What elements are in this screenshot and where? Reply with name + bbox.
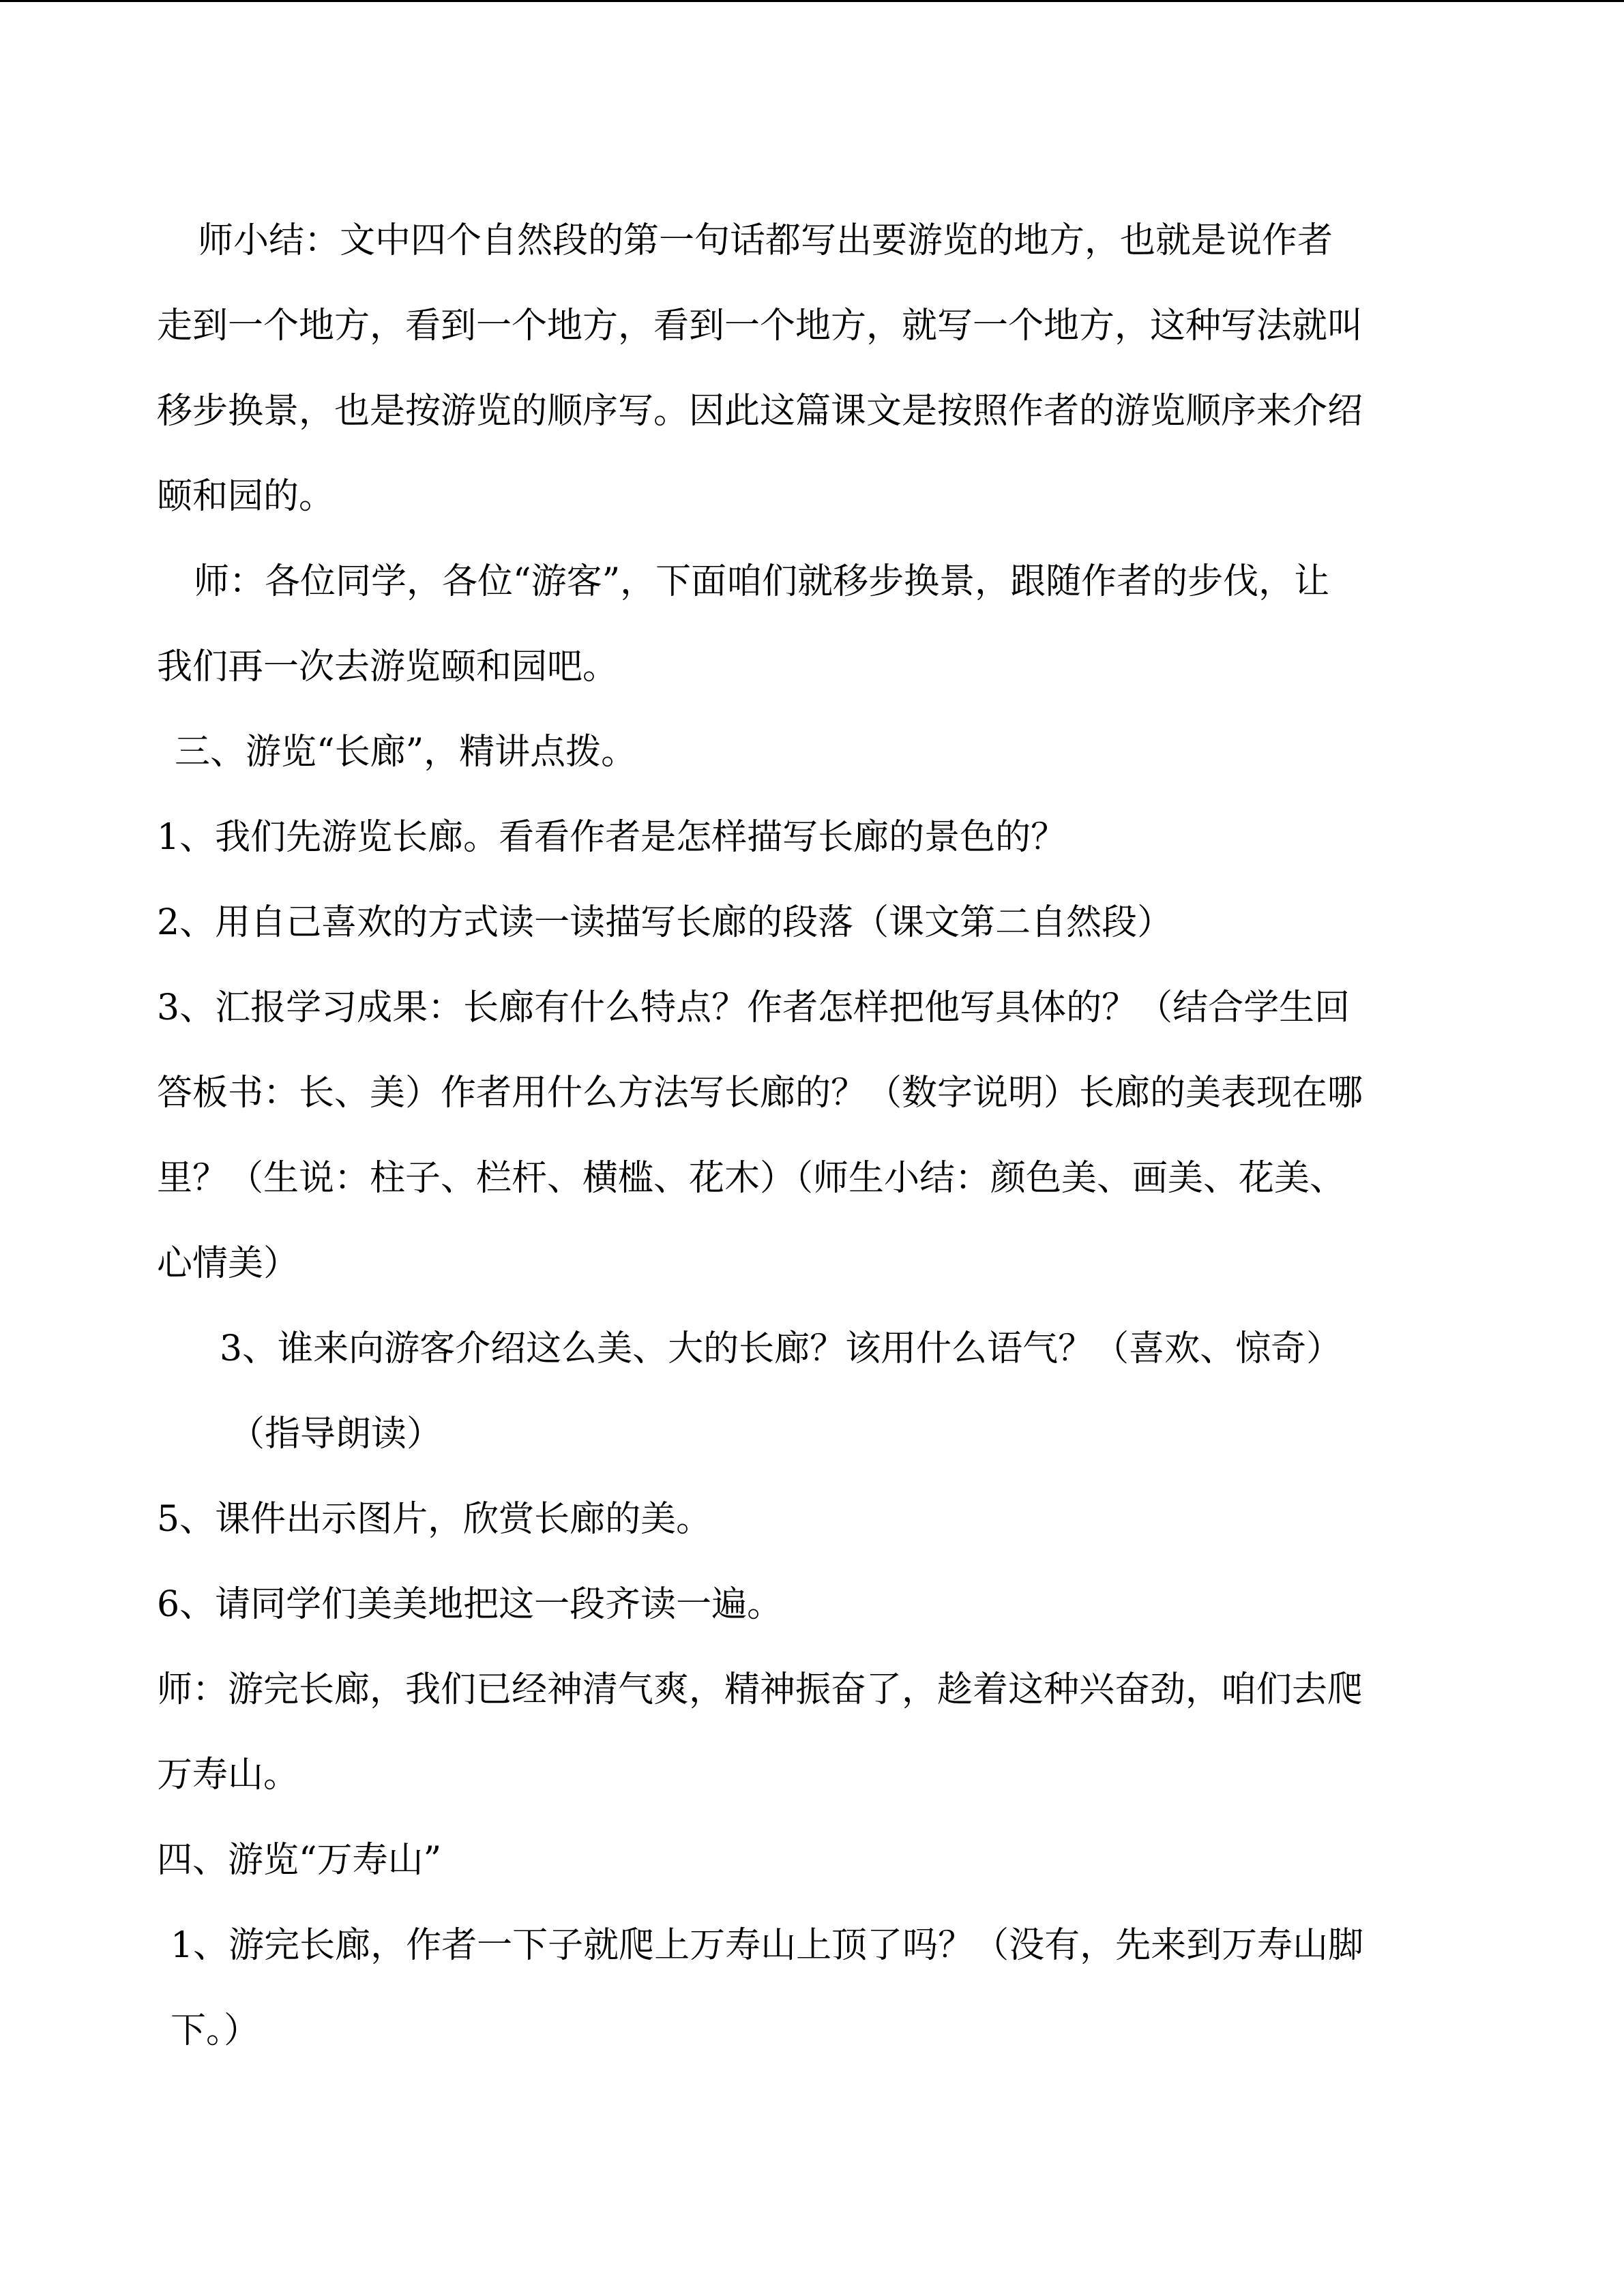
text-line-19: 万寿山。 <box>157 1755 299 1795</box>
text-line-22: 下。） <box>171 2010 260 2051</box>
text-line-1: 师小结：文中四个自然段的第一句话都写出要游览的地方，也就是说作者 <box>198 220 1333 261</box>
section-heading-4: 四、游览“万寿山” <box>157 1840 442 1881</box>
text-line-16: 5、课件出示图片，欣赏长廊的美。 <box>157 1499 712 1540</box>
text-line-13: 心情美） <box>157 1243 299 1284</box>
text-line-10: 3、汇报学习成果：长廊有什么特点？作者怎样把他写具体的？（结合学生回 <box>157 987 1350 1028</box>
text-line-11: 答板书：长、美）作者用什么方法写长廊的？（数字说明）长廊的美表现在哪 <box>157 1073 1363 1114</box>
text-line-18: 师：游完长廊，我们已经神清气爽，精神振奋了，趁着这种兴奋劲，咱们去爬 <box>157 1669 1363 1710</box>
text-line-3: 移步换景，也是按游览的顺序写。因此这篇课文是按照作者的游览顺序来介绍 <box>157 391 1363 432</box>
text-line-9: 2、用自己喜欢的方式读一读描写长廊的段落（课文第二自然段） <box>157 902 1173 943</box>
text-line-4: 颐和园的。 <box>157 476 335 517</box>
text-line-17: 6、请同学们美美地把这一段齐读一遍。 <box>157 1584 783 1625</box>
text-line-14: 3、谁来向游客介绍这么美、大的长廊？该用什么语气？（喜欢、惊奇） <box>220 1328 1342 1369</box>
text-line-15: （指导朗读） <box>229 1414 443 1455</box>
text-line-8: 1、我们先游览长廊。看看作者是怎样描写长廊的景色的？ <box>157 817 1067 858</box>
text-line-12: 里？（生说：柱子、栏杆、横槛、花木）（师生小结：颜色美、画美、花美、 <box>157 1158 1346 1199</box>
text-line-21: 1、游完长廊，作者一下子就爬上万寿山上顶了吗？（没有，先来到万寿山脚 <box>171 1925 1364 1966</box>
text-line-2: 走到一个地方，看到一个地方，看到一个地方，就写一个地方，这种写法就叫 <box>157 305 1363 346</box>
section-heading-3: 三、游览“长廊”，精讲点拨。 <box>175 732 637 773</box>
text-line-6: 我们再一次去游览颐和园吧。 <box>157 646 619 687</box>
text-line-5: 师：各位同学，各位“游客”，下面咱们就移步换景，跟随作者的步伐，让 <box>194 561 1330 602</box>
